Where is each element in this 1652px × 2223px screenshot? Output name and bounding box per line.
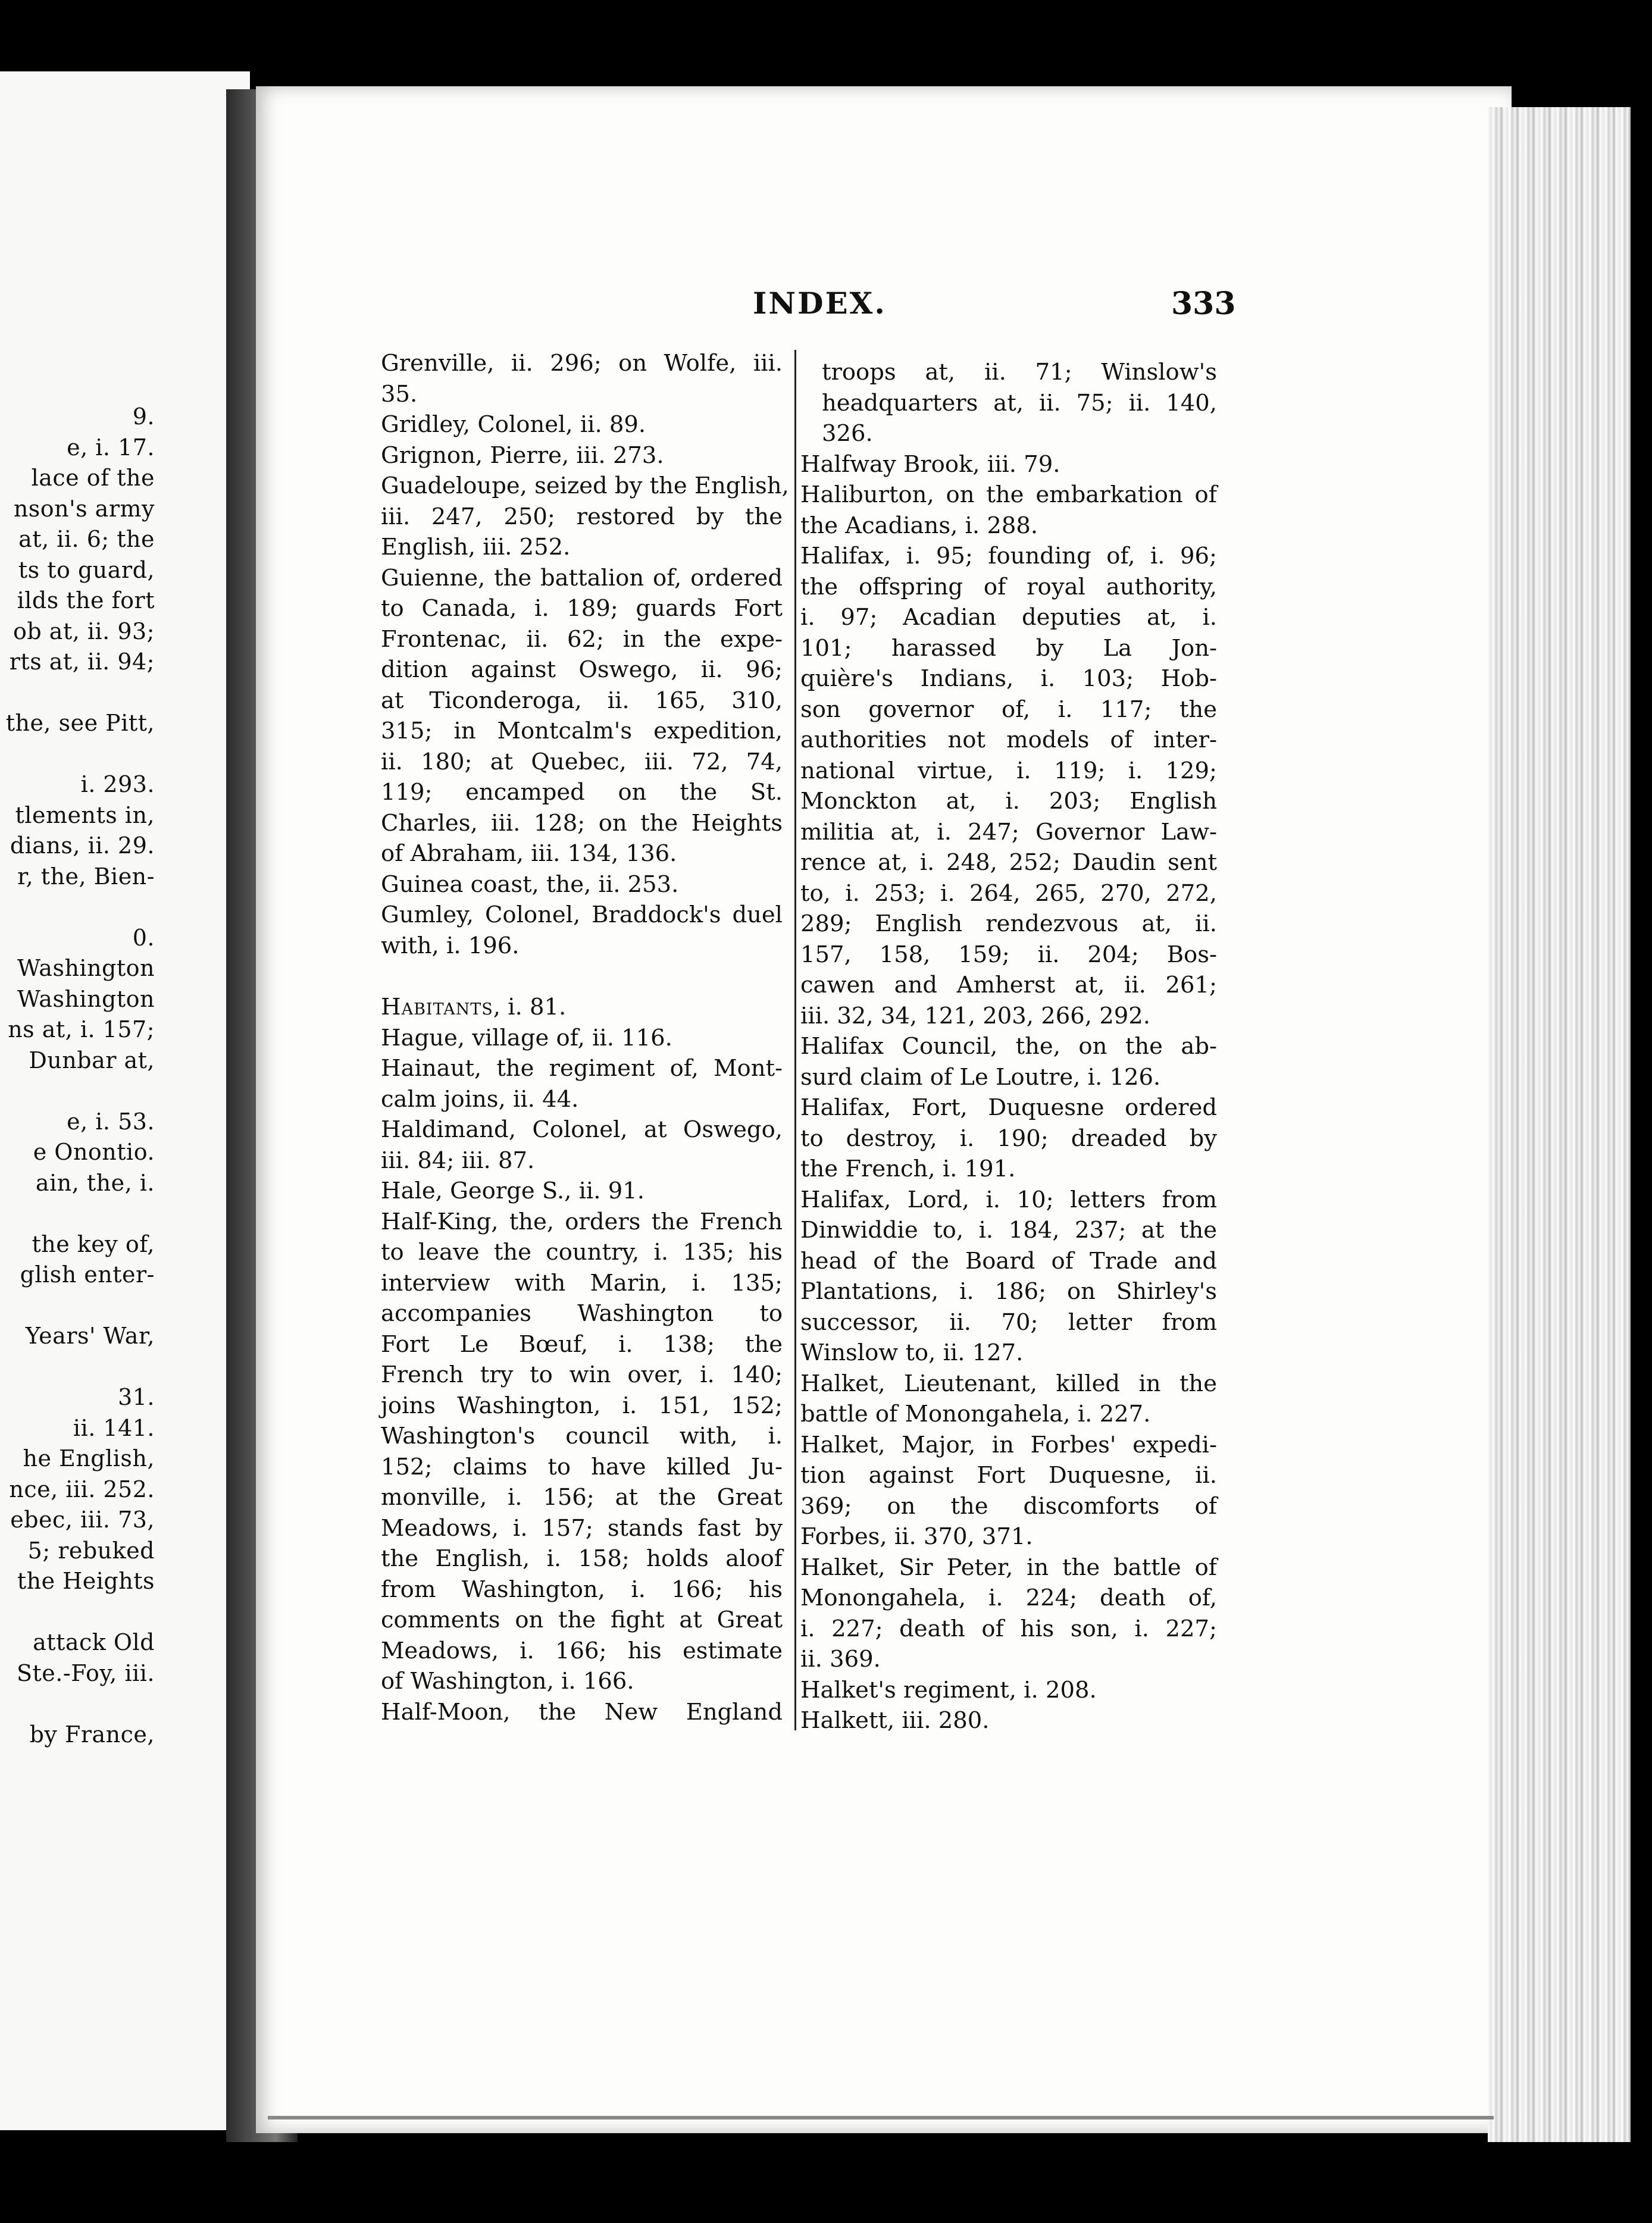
- index-entry-line: Frontenac, ii. 62; in the expe-: [381, 625, 783, 653]
- index-entry: [800, 1675, 1217, 1706]
- index-entry: [381, 1697, 783, 1728]
- index-entry-line: Charles, iii. 128; on the Heights: [381, 809, 783, 837]
- left-page-fragment: r, the, Bien-: [17, 863, 155, 890]
- index-entry-line: rence at, i. 248, 252; Daudin sent: [800, 849, 1217, 876]
- index-entry: [800, 480, 1217, 541]
- index-entry: [800, 1705, 1217, 1736]
- left-page-fragment: e, i. 17.: [67, 434, 155, 461]
- index-entry-line: the offspring of royal authority,: [800, 573, 1217, 600]
- index-entry-line: iii. 32, 34, 121, 203, 266, 292.: [800, 1002, 1150, 1029]
- index-entry-line: Guadeloupe, seized by the English,: [381, 472, 789, 499]
- index-entry-line: Washington's council with, i.: [381, 1423, 783, 1449]
- page-bottom-edge: [268, 2116, 1494, 2119]
- index-entry-line: of Washington, i. 166.: [381, 1668, 634, 1695]
- index-entry-line: at Ticonderoga, ii. 165, 310,: [381, 687, 783, 714]
- index-entry: [800, 1185, 1217, 1369]
- index-entry: [800, 1430, 1217, 1552]
- left-page-fragment: [0, 1689, 155, 1720]
- index-entry-line: i. 97; Acadian deputies at, i.: [800, 604, 1217, 631]
- index-entry-line: Gumley, Colonel, Braddock's duel: [381, 901, 783, 928]
- index-entry-line: Halkett, iii. 280.: [800, 1707, 990, 1734]
- index-entry: [381, 900, 783, 961]
- index-entry-line: tion against Fort Duquesne, ii.: [800, 1462, 1217, 1489]
- left-page-fragment: e Onontio.: [33, 1139, 155, 1165]
- index-entry-line: son governor of, i. 117; the: [800, 696, 1217, 723]
- index-entry-line: Monongahela, i. 224; death of,: [800, 1585, 1217, 1611]
- index-entry: [800, 541, 1217, 1031]
- index-entry-line: Habitants, i. 81.: [381, 994, 567, 1020]
- index-entry: [800, 1552, 1217, 1675]
- index-entry-line: iii. 84; iii. 87.: [381, 1147, 535, 1174]
- left-page-fragment: [0, 1076, 155, 1107]
- index-entry-line: to leave the country, i. 135; his: [381, 1239, 783, 1266]
- index-entry-line: 101; harassed by La Jon-: [800, 634, 1217, 662]
- left-page-fragment: Ste.-Foy, iii.: [17, 1660, 155, 1686]
- left-page-fragment: 0.: [132, 924, 155, 951]
- index-entry-line: national virtue, i. 119; i. 129;: [800, 757, 1217, 784]
- index-entry-line: Half-King, the, orders the French: [381, 1208, 783, 1235]
- index-entry-line: Dinwiddie to, i. 184, 237; at the: [800, 1217, 1217, 1244]
- index-entry: [381, 563, 783, 869]
- index-entry-line: Hague, village of, ii. 116.: [381, 1024, 672, 1051]
- index-entry-line: Gridley, Colonel, ii. 89.: [381, 411, 646, 438]
- index-entry-line: Meadows, i. 157; stands fast by: [381, 1514, 783, 1542]
- letter-section-break: [381, 961, 783, 992]
- index-entry-line: 152; claims to have killed Ju-: [381, 1453, 783, 1480]
- index-entry-line: Guienne, the battalion of, ordered: [381, 564, 783, 591]
- index-entry: [800, 449, 1217, 480]
- left-page-fragment: e, i. 53.: [67, 1108, 155, 1135]
- left-page-fragment: Washington: [17, 955, 155, 981]
- left-page-fragment: [0, 1198, 155, 1229]
- index-entry: [381, 1114, 783, 1176]
- index-entry-line: Fort Le Bœuf, i. 138; the: [381, 1330, 783, 1358]
- index-entry: [381, 409, 783, 440]
- index-entry-line: Monckton at, i. 203; English: [800, 788, 1217, 815]
- index-entry-line: militia at, i. 247; Governor Law-: [800, 818, 1217, 846]
- index-entry-line: calm joins, ii. 44.: [381, 1085, 579, 1113]
- index-entry-line: Half-Moon, the New England: [381, 1698, 783, 1726]
- index-entry: [381, 440, 783, 471]
- left-page-fragment: ilds the fort: [17, 587, 155, 613]
- index-entry-line: Hale, George S., ii. 91.: [381, 1178, 644, 1204]
- left-page-fragment: dians, ii. 29.: [10, 832, 155, 859]
- index-entry-line: dition against Oswego, ii. 96;: [381, 656, 783, 683]
- left-page-fragment: glish enter-: [20, 1261, 155, 1288]
- index-entry-line: Halfway Brook, iii. 79.: [800, 450, 1060, 478]
- left-page-fragment: [0, 1291, 155, 1322]
- index-entry-line: monville, i. 156; at the Great: [381, 1484, 783, 1511]
- index-entry-line: Halifax, Lord, i. 10; letters from: [800, 1186, 1217, 1213]
- index-entry: [800, 1031, 1217, 1092]
- left-page-fragment: Dunbar at,: [29, 1047, 155, 1073]
- index-entry: [381, 992, 783, 1023]
- index-entry-line: battle of Monongahela, i. 227.: [800, 1401, 1151, 1427]
- index-entry-line: quière's Indians, i. 103; Hob-: [800, 665, 1217, 692]
- index-entry-line: Meadows, i. 166; his estimate: [381, 1637, 783, 1664]
- left-page-fragment: [0, 739, 155, 770]
- index-entry-line: Haldimand, Colonel, at Oswego,: [381, 1116, 783, 1143]
- index-entry-line: Grignon, Pierre, iii. 273.: [381, 442, 664, 469]
- left-page-fragment: the, see Pitt,: [5, 710, 155, 736]
- index-entry: [800, 357, 1217, 449]
- index-entry-line: 315; in Montcalm's expedition,: [381, 718, 783, 744]
- left-page-fragment: [0, 1597, 155, 1628]
- left-page-fragment: i. 293.: [80, 771, 155, 797]
- left-page-fragment: 31.: [118, 1384, 155, 1410]
- index-entry: [381, 348, 783, 409]
- index-entry-line: successor, ii. 70; letter from: [800, 1308, 1217, 1336]
- index-entry: [381, 869, 783, 900]
- index-entry: [381, 1053, 783, 1114]
- index-entry-line: 289; English rendezvous at, ii.: [800, 910, 1217, 937]
- index-entry-line: from Washington, i. 166; his: [381, 1576, 783, 1603]
- index-entry-line: Halket, Lieutenant, killed in the: [800, 1370, 1217, 1397]
- index-column-left: [381, 348, 789, 1727]
- index-entry: [800, 1369, 1217, 1430]
- index-entry-line: to, i. 253; i. 264, 265, 270, 272,: [800, 879, 1217, 907]
- left-page-text-fragments: [0, 402, 155, 1750]
- index-entry-line: accompanies Washington to: [381, 1300, 783, 1327]
- page-edges: [1488, 107, 1631, 2142]
- index-entry-line: Forbes, ii. 370, 371.: [800, 1523, 1033, 1550]
- index-entry-line: cawen and Amherst at, ii. 261;: [800, 972, 1217, 998]
- index-entry-line: Halket, Sir Peter, in the battle of: [800, 1554, 1217, 1581]
- index-entry-line: head of the Board of Trade and: [800, 1247, 1217, 1275]
- index-entry-line: to destroy, i. 190; dreaded by: [800, 1125, 1217, 1152]
- left-page-fragment: [0, 892, 155, 923]
- index-entry: [800, 1092, 1217, 1185]
- index-entry-line: of Abraham, iii. 134, 136.: [381, 840, 677, 867]
- index-entry-line: Guinea coast, the, ii. 253.: [381, 871, 679, 898]
- index-entry-line: Halket, Major, in Forbes' expedi-: [800, 1431, 1217, 1458]
- index-entry-line: 326.: [822, 420, 873, 447]
- index-entry-line: Grenville, ii. 296; on Wolfe, iii.: [381, 350, 783, 377]
- index-entry-line: 369; on the discomforts of: [800, 1492, 1217, 1520]
- left-page-fragment: the key of,: [32, 1231, 155, 1257]
- left-page-fragment: nson's army: [13, 495, 155, 522]
- left-page-fragment: ts to guard,: [18, 556, 155, 583]
- left-page-fragment: rts at, ii. 94;: [9, 649, 155, 675]
- left-page-fragment: [0, 678, 155, 709]
- index-entry-line: iii. 247, 250; restored by the: [381, 503, 783, 530]
- index-entry-line: French try to win over, i. 140;: [381, 1361, 783, 1388]
- index-entry-line: 35.: [381, 380, 418, 408]
- index-column-right: [800, 357, 1217, 1736]
- left-page-fragment: nce, iii. 252.: [9, 1476, 155, 1502]
- index-entry-line: to Canada, i. 189; guards Fort: [381, 595, 783, 622]
- left-page-fragment: ns at, i. 157;: [8, 1016, 155, 1042]
- index-entry-line: English, iii. 252.: [381, 534, 571, 561]
- index-entry-line: the Acadians, i. 288.: [800, 512, 1038, 539]
- index-entry-line: Halifax, i. 95; founding of, i. 96;: [800, 543, 1217, 569]
- page-number: 333: [1171, 286, 1236, 322]
- index-entry-line: Plantations, i. 186; on Shirley's: [800, 1278, 1217, 1305]
- index-entry-line: Haliburton, on the embarkation of: [800, 481, 1217, 508]
- index-entry: [381, 471, 789, 563]
- left-page-fragment: ebec, iii. 73,: [10, 1507, 155, 1533]
- index-entry-line: surd claim of Le Loutre, i. 126.: [800, 1063, 1161, 1091]
- index-entry: [381, 1176, 783, 1207]
- left-page-fragment: tlements in,: [15, 801, 155, 828]
- index-entry-line: troops at, ii. 71; Winslow's: [822, 359, 1217, 386]
- running-head: INDEX.: [753, 286, 887, 321]
- left-page-fragment: Washington: [17, 985, 155, 1012]
- index-entry-line: Hainaut, the regiment of, Mont-: [381, 1055, 783, 1082]
- left-page-fragment: attack Old: [33, 1629, 155, 1655]
- index-entry-line: the English, i. 158; holds aloof: [381, 1545, 783, 1572]
- left-page-fragment: at, ii. 6; the: [18, 526, 155, 552]
- index-entry-line: interview with Marin, i. 135;: [381, 1269, 783, 1297]
- index-entry-line: Halifax, Fort, Duquesne ordered: [800, 1094, 1217, 1121]
- index-entry: [381, 1207, 783, 1697]
- index-entry-line: joins Washington, i. 151, 152;: [381, 1392, 783, 1419]
- index-entry-line: 157, 158, 159; ii. 204; Bos-: [800, 941, 1217, 968]
- index-entry-line: comments on the fight at Great: [381, 1607, 783, 1633]
- left-page: [0, 71, 250, 2130]
- index-entry-line: authorities not models of inter-: [800, 727, 1217, 753]
- left-page-fragment: he English,: [23, 1445, 155, 1471]
- left-page-fragment: [0, 1352, 155, 1383]
- index-entry-line: ii. 180; at Quebec, iii. 72, 74,: [381, 748, 783, 775]
- index-entry: [381, 1023, 783, 1054]
- index-entry-line: i. 227; death of his son, i. 227;: [800, 1615, 1217, 1642]
- index-entry-line: ii. 369.: [800, 1646, 881, 1673]
- index-entry-line: Halket's regiment, i. 208.: [800, 1676, 1097, 1704]
- index-entry-line: Halifax Council, the, on the ab-: [800, 1033, 1217, 1060]
- left-page-fragment: lace of the: [31, 465, 155, 491]
- left-page-fragment: ob at, ii. 93;: [13, 618, 155, 644]
- index-entry-line: with, i. 196.: [381, 932, 520, 959]
- column-divider: [794, 350, 796, 1730]
- index-entry-line: Winslow to, ii. 127.: [800, 1339, 1024, 1366]
- index-entry-line: headquarters at, ii. 75; ii. 140,: [822, 389, 1217, 417]
- left-page-fragment: Years' War,: [25, 1323, 155, 1349]
- index-entry-line: the French, i. 191.: [800, 1156, 1016, 1182]
- left-page-fragment: the Heights: [17, 1568, 155, 1594]
- left-page-fragment: ain, the, i.: [35, 1169, 155, 1196]
- left-page-fragment: by France,: [29, 1721, 155, 1748]
- left-page-fragment: 9.: [132, 403, 155, 430]
- left-page-fragment: ii. 141.: [73, 1414, 155, 1441]
- index-entry-line: 119; encamped on the St.: [381, 779, 783, 806]
- left-page-fragment: 5; rebuked: [27, 1537, 155, 1564]
